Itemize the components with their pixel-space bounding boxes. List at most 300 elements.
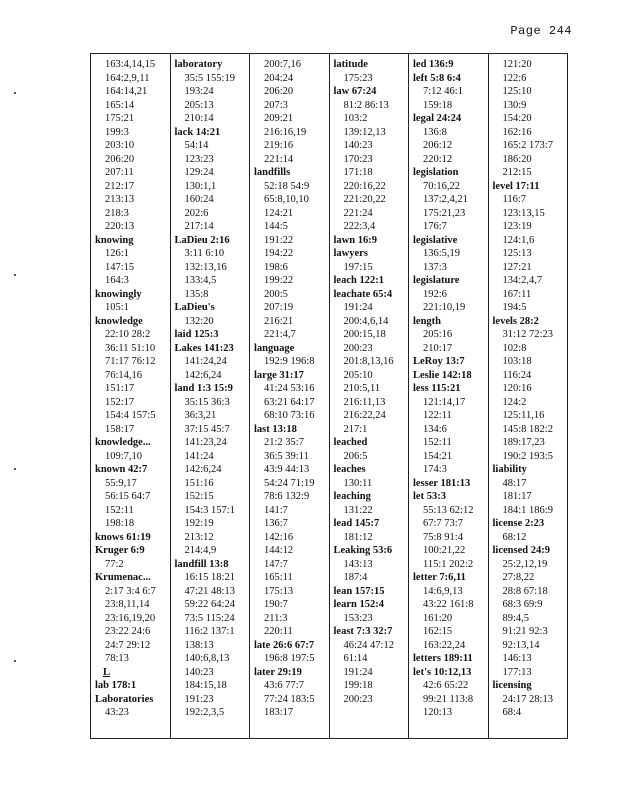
index-entry: lesser 181:13 [413,477,471,489]
index-entry: license 2:23 [492,518,545,529]
index-entry: laid 125:3 [174,329,219,340]
page-reference: 207:19 [264,302,294,313]
page-reference: 160:24 [184,194,214,205]
page-reference: 142:6,24 [184,464,222,475]
index-entry: known 42:7 [95,464,148,475]
page-reference: 192:19 [184,518,214,529]
page-reference: 217:1 [343,423,368,435]
page-reference: 174:3 [423,464,447,475]
index-entry: lab 178:1 [95,680,137,691]
page-reference: 191:22 [264,234,294,246]
page-reference: 14:6,9,13 [423,585,463,597]
page-reference: 181:12 [343,531,373,543]
page-reference: 211:3 [264,612,288,624]
page-reference: 21:2 35:7 [264,437,304,448]
page-reference: 192:9 196:8 [264,356,315,367]
page-reference: 130:1,1 [184,180,217,192]
page-reference: 164:3 [105,275,129,286]
page-reference: 200:15,18 [343,329,386,340]
page-reference: 116:24 [502,369,532,381]
page-reference: 130:11 [343,477,373,489]
page-reference: 163:22,24 [423,639,466,651]
page-reference: 175:21 [105,113,135,124]
page-reference: 124:21 [264,207,294,219]
page-reference: 68:12 [502,531,527,543]
index-entry: leaching [333,491,371,502]
index-column-1 [91,54,170,738]
index-entry: LaDieu 2:16 [174,234,230,246]
page-reference: 68:4 [502,707,522,718]
page-reference: 162:16 [502,126,532,138]
page-reference: 22:10 28:2 [105,329,151,340]
page-reference: 213:13 [105,194,135,205]
index-entry: levels 28:2 [492,315,539,327]
page-reference: 122:11 [423,410,452,421]
page-reference: 137:3 [423,261,447,273]
page-reference: 207:3 [264,99,288,111]
page-reference: 216:11,13 [343,396,386,408]
page-reference: 105:1 [105,302,129,313]
page-reference: 192:6 [423,288,447,300]
page-reference: 2:17 3:4 6:7 [105,585,156,597]
index-column-6 [488,54,568,738]
index-entry: legislature [413,275,460,286]
index-entry: licensing [492,680,532,691]
page-reference: 63:21 64:17 [264,396,315,408]
page-reference: 16:15 18:21 [184,572,235,583]
page-reference: 125:10 [502,86,532,97]
index-entry: lean 157:15 [333,585,385,597]
page-reference: 154:3 157:1 [184,504,235,516]
page-reference: 123:23 [184,153,214,165]
page-reference: 213:12 [184,531,214,543]
page-reference: 221:14 [264,153,294,165]
page-reference: 142:16 [264,531,294,543]
page-reference: 140:23 [343,140,373,151]
page-reference: 141:7 [264,504,288,516]
page-reference: 103:2 [343,113,368,124]
page-reference: 43:6 77:7 [264,680,304,691]
page-reference: 220:11 [264,626,293,637]
page-reference: 116:7 [502,194,527,205]
page-reference: 221:24 [343,207,373,219]
page-reference: 71:17 76:12 [105,356,156,367]
page-reference: 54:14 [184,140,209,151]
page-reference: 36:3,21 [184,410,217,421]
page-reference: 216:21 [264,315,294,327]
page-reference: 206:20 [264,86,294,97]
page-reference: 141:24 [184,450,214,462]
page-reference: 199:18 [343,680,373,691]
page-number: Page 244 [510,24,572,38]
page-reference: 43:22 161:8 [423,599,474,610]
page-reference: 205:16 [423,329,453,340]
page-reference: 198:18 [105,518,135,529]
page-reference: 147:7 [264,558,288,570]
page-reference: 161:20 [423,612,453,624]
page-reference: 131:22 [343,504,373,516]
page-reference: 220:16,22 [343,180,386,192]
page-reference: 217:14 [184,221,214,232]
page-reference: 77:2 [105,558,124,570]
page-reference: 61:14 [343,653,368,664]
index-entry: last 13:18 [254,423,297,435]
index-entry: left 5:8 6:4 [413,72,461,84]
page-reference: 191:24 [343,302,373,313]
index-entry: licensed 24:9 [492,545,550,556]
page-reference: 137:2,4,21 [423,194,468,205]
page-reference: 76:14,16 [105,369,143,381]
page-reference: 203:10 [105,140,135,151]
index-column-3 [249,54,329,738]
page-reference: 59:22 64:24 [184,599,235,610]
page-reference: 221:10,19 [423,302,466,313]
page-reference: 73:5 115:24 [184,612,235,624]
page-reference: 170:23 [343,153,373,165]
page-reference: 167:11 [502,288,532,300]
page-reference: 190:7 [264,599,288,610]
index-entry: length [413,315,442,327]
page-reference: 210:5,11 [343,383,381,394]
page-reference: 100:21,22 [423,545,466,556]
index-entry: knows 61:19 [95,531,151,543]
page-reference: 207:11 [105,167,134,178]
page-reference: 154:20 [502,113,532,124]
index-entry: Leaking 53:6 [333,545,393,556]
page-reference: 56:15 64:7 [105,491,151,502]
index-entry: let's 10:12,13 [413,666,472,678]
index-entry: knowingly [95,288,142,300]
index-entry: Kruger 6:9 [95,545,145,556]
page-reference: 120:13 [423,707,453,718]
page-reference: 143:13 [343,558,373,570]
page-reference: 133:4,5 [184,275,217,286]
page-reference: 186:20 [502,153,532,165]
page-reference: 125:11,16 [502,410,545,421]
index-entry: large 31:17 [254,369,304,381]
page-reference: 175:21,23 [423,207,466,219]
page-reference: 205:13 [184,99,214,111]
page-reference: 152:11 [105,504,134,516]
page-reference: 81:2 86:13 [343,99,389,111]
page-reference: 158:17 [105,423,135,435]
page-reference: 212:15 [502,167,532,178]
page-reference: 221:4,7 [264,329,296,340]
page-reference: 200:23 [343,342,373,354]
index-entry: landfills [254,167,291,178]
index-entry: LeRoy 13:7 [413,356,465,367]
page-reference: 78:13 [105,653,129,664]
page-reference: 151:16 [184,477,214,489]
page-reference: 54:24 71:19 [264,477,315,489]
page-reference: 222:3,4 [343,221,376,232]
page-reference: 191:24 [343,666,373,678]
page-reference: 145:8 182:2 [502,423,553,435]
page-reference: 216:16,19 [264,126,307,138]
page-reference: 165:2 173:7 [502,140,553,151]
page-reference: 141:24,24 [184,356,227,367]
page-reference: 42:6 65:22 [423,680,469,691]
page-reference: 24:7 29:12 [105,639,151,651]
index-entry: lawn 16:9 [333,234,377,246]
page-reference: 121:20 [502,59,532,70]
page-reference: 41:24 53:16 [264,383,315,394]
page-reference: 191:23 [184,693,214,705]
page-reference: 206:12 [423,140,453,151]
page-reference: 78:6 132:9 [264,491,310,502]
index-entry: leached [333,437,368,448]
page-reference: 35:15 36:3 [184,396,230,408]
page-reference: 209:21 [264,113,294,124]
page-reference: 200:7,16 [264,59,302,70]
page-reference: 175:13 [264,585,294,597]
index-entry: legal 24:24 [413,113,462,124]
page-reference: 164:14,21 [105,86,148,97]
page-reference: 159:18 [423,99,453,111]
page-reference: 139:12,13 [343,126,386,138]
page-reference: 55:9,17 [105,477,137,489]
page-reference: 55:13 62:12 [423,504,474,516]
page-reference: 142:6,24 [184,369,222,381]
page-reference: 189:17,23 [502,437,545,448]
index-entry: knowledge... [95,437,151,448]
page-reference: 121:14,17 [423,396,466,408]
index-entry: let 53:3 [413,491,446,502]
page-reference: 147:15 [105,261,135,273]
page-reference: 134:6 [423,423,447,435]
page-reference: 210:17 [423,342,453,354]
page-reference: 199:22 [264,275,294,286]
page-reference: 187:4 [343,572,368,583]
page-reference: 3:11 6:10 [184,248,225,259]
index-entry: Leslie 142:18 [413,369,472,381]
page-reference: 152:15 [184,491,214,502]
page-reference: 132:20 [184,315,214,327]
index-entry: lawyers [333,248,368,259]
page-reference: 202:6 [184,207,209,219]
page-reference: 146:13 [502,653,532,664]
page-reference: 123:19 [502,221,532,232]
index-entry: lack 14:21 [174,126,221,138]
page-reference: 141:23,24 [184,437,227,448]
page-reference: 124:2 [502,396,527,408]
page-reference: 46:24 47:12 [343,639,394,651]
page-reference: 135:8 [184,288,209,300]
page-reference: 23:22 24:6 [105,626,151,637]
page-reference: 123:13,15 [502,207,545,219]
page-reference: 103:18 [502,356,532,367]
page-reference: 7:12 46:1 [423,86,463,97]
index-entry: leaches [333,464,366,475]
page-reference: 109:7,10 [105,450,143,462]
index-entry: legislation [413,167,459,178]
page-reference: 214:4,9 [184,545,217,556]
page-reference: 126:1 [105,248,129,259]
index-entry: Krumenac... [95,572,151,583]
index-entry: knowledge [95,315,143,327]
page-reference: 164:2,9,11 [105,72,150,84]
index-entry: lead 145:7 [333,518,380,529]
index-entry: law 67:24 [333,86,377,97]
page-reference: 23:16,19,20 [105,612,156,624]
index-entry: level 17:11 [492,180,540,192]
page-reference: 91:21 92:3 [502,626,548,637]
word-index-table [90,53,568,739]
page-reference: 68:3 69:9 [502,599,543,610]
index-entry: Lakes 141:23 [174,342,234,354]
page-reference: 125:13 [502,248,532,259]
page-reference: 198:6 [264,261,288,273]
page-reference: 196:8 197:5 [264,653,315,664]
index-column-2 [170,54,250,738]
page-reference: 162:15 [423,626,453,637]
index-entry: Laboratories [95,693,154,705]
index-entry: knowing [95,234,134,246]
index-entry: letter 7:6,11 [413,572,466,583]
page-reference: 219:16 [264,140,294,151]
page-reference: 120:16 [502,383,532,394]
page-reference: 48:17 [502,477,527,489]
page-reference: 27:8,22 [502,572,535,583]
index-entry: language [254,342,295,354]
page-reference: 154:21 [423,450,453,462]
page-reference: 52:18 54:9 [264,180,310,192]
page-reference: 151:17 [105,383,135,394]
index-entry: landfill 13:8 [174,558,229,570]
margin-mark [14,468,16,470]
page-reference: 65:8,10,10 [264,194,309,205]
page-reference: 129:24 [184,167,214,178]
margin-mark [14,92,16,94]
page-reference: 192:2,3,5 [184,707,225,718]
page-reference: 184:1 186:9 [502,504,553,516]
page-reference: 25:2,12,19 [502,558,548,570]
page-reference: 176:7 [423,221,447,232]
page-reference: 138:13 [184,639,214,651]
page-reference: 194:22 [264,248,294,259]
page-reference: 193:24 [184,86,214,97]
page-reference: 206:20 [105,153,135,165]
index-entry: late 26:6 67:7 [254,639,315,651]
index-entry: LaDieu's [174,302,215,313]
page-reference: 152:17 [105,396,135,408]
page-reference: 197:15 [343,261,373,273]
index-entry: leachate 65:4 [333,288,393,300]
index-entry: letters 189:11 [413,653,473,664]
page-reference: 190:2 193:5 [502,450,553,462]
page-reference: 205:10 [343,369,373,381]
page-reference: 199:3 [105,126,129,138]
index-entry: liability [492,464,527,475]
index-column-4 [329,54,409,738]
page-reference: 47:21 48:13 [184,585,235,597]
index-entry: land 1:3 15:9 [174,383,233,394]
page-reference: 144:12 [264,545,294,556]
page-reference: 127:21 [502,261,532,273]
page-reference: 35:5 155:19 [184,72,235,84]
margin-mark [14,660,16,662]
page-reference: 140:6,8,13 [184,653,230,664]
page-reference: 130:9 [502,99,527,111]
page-reference: 31:12 72:23 [502,329,553,340]
index-entry: learn 152:4 [333,599,384,610]
index-entry: least 7:3 32:7 [333,626,393,637]
page-reference: 201:8,13,16 [343,356,394,367]
page-reference: 43:9 44:13 [264,464,310,475]
index-entry: later 29:19 [254,666,302,678]
page-reference: 200:5 [264,288,288,300]
page-reference: 124:1,6 [502,234,535,246]
page-reference: 102:8 [502,342,527,354]
page-reference: 200:23 [343,693,373,705]
page-reference: 181:17 [502,491,532,502]
page-reference: 136:7 [264,518,288,529]
page-reference: 136:8 [423,126,447,138]
page-reference: 28:8 67:18 [502,585,548,597]
page-reference: 153:23 [343,612,373,624]
page-reference: 212:17 [105,180,135,192]
index-column-5 [408,54,488,738]
index-entry: laboratory [174,59,223,70]
page-reference: 77:24 183:5 [264,693,315,705]
page-reference: 165:14 [105,99,135,111]
section-letter: L [103,666,111,678]
page-reference: 183:17 [264,707,294,718]
page-reference: 216:22,24 [343,410,386,421]
page-reference: 194:5 [502,302,527,313]
page-reference: 218:3 [105,207,129,219]
page-reference: 220:13 [105,221,135,232]
page-reference: 220:12 [423,153,453,165]
index-entry: latitude [333,59,368,70]
index-entry: legislative [413,234,458,246]
page-reference: 132:13,16 [184,261,227,273]
page-reference: 163:4,14,15 [105,59,156,70]
page-reference: 152:11 [423,437,452,448]
page-reference: 99:21 113:8 [423,693,474,705]
page-reference: 23:8,11,14 [105,599,150,610]
page-reference: 68:10 73:16 [264,410,315,421]
index-entry: leach 122:1 [333,275,384,286]
page-reference: 43:23 [105,707,129,718]
page-reference: 122:6 [502,72,527,84]
page-reference: 92:13,14 [502,639,540,651]
page-reference: 200:4,6,14 [343,315,389,327]
page-reference: 37:15 45:7 [184,423,230,435]
page-reference: 204:24 [264,72,294,84]
margin-mark [14,274,16,276]
page-reference: 136:5,19 [423,248,461,259]
page-reference: 116:2 137:1 [184,626,235,637]
index-entry: led 136:9 [413,59,454,70]
page-reference: 75:8 91:4 [423,531,463,543]
page-reference: 115:1 202:2 [423,558,474,570]
page-reference: 165:11 [264,572,293,583]
page-reference: 177:13 [502,666,532,678]
page-reference: 175:23 [343,72,373,84]
page-reference: 210:14 [184,113,214,124]
page-reference: 140:23 [184,666,214,678]
page-reference: 24:17 28:13 [502,693,553,705]
page-reference: 89:4,5 [502,612,530,624]
page-reference: 134:2,4,7 [502,275,543,286]
page-reference: 36:11 51:10 [105,342,156,354]
page-reference: 70:16,22 [423,180,461,192]
page-reference: 144:5 [264,221,288,232]
page-reference: 36:5 39:11 [264,450,309,462]
page-reference: 154:4 157:5 [105,410,156,421]
page-reference: 206:5 [343,450,368,462]
